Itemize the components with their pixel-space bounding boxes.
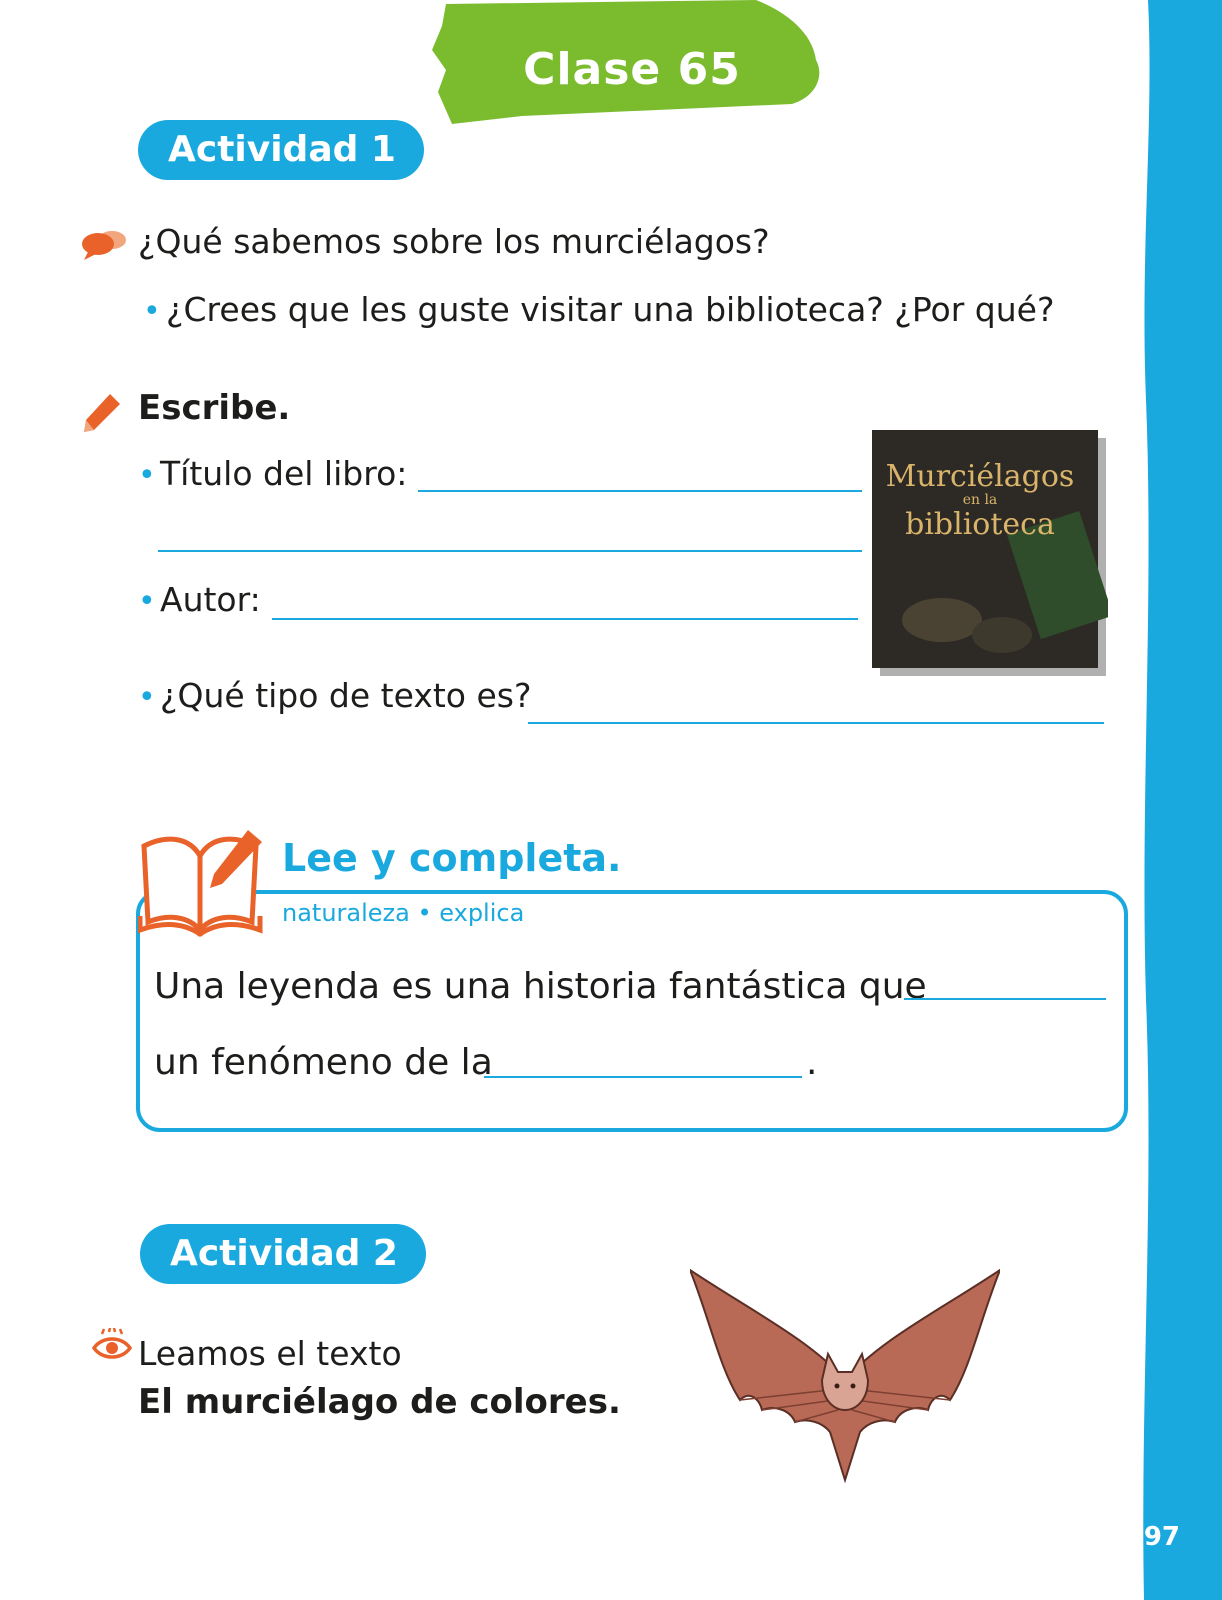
pencil-icon: [80, 392, 122, 434]
speech-bubbles-icon: [80, 228, 130, 262]
page-number: 97: [1143, 1522, 1180, 1552]
activity-1-badge: Actividad 1: [138, 120, 424, 180]
book-cover-line2: en la: [962, 492, 998, 508]
bullet: •: [138, 680, 156, 715]
text-type-line[interactable]: [528, 722, 1104, 724]
sentence-end: .: [806, 1042, 818, 1083]
open-book-pencil-icon: [138, 826, 270, 938]
book-cover-image: [872, 430, 1108, 678]
text-type-label: ¿Qué tipo de texto es?: [160, 676, 532, 715]
book-cover-line1: Murciélagos: [885, 459, 1075, 494]
page-title: Clase 65: [523, 44, 741, 95]
bullet: •: [143, 294, 161, 329]
bat-illustration: [690, 1250, 1000, 1500]
book-cover-line3: biblioteca: [905, 507, 1055, 542]
author-label: Autor:: [160, 580, 261, 619]
write-heading: Escribe.: [138, 388, 291, 428]
eye-icon: [92, 1328, 132, 1364]
activity-2-badge: Actividad 2: [140, 1224, 426, 1284]
word-bank: naturaleza • explica: [282, 899, 525, 927]
book-title-label: Título del libro:: [160, 454, 408, 493]
question-main: ¿Qué sabemos sobre los murciélagos?: [138, 222, 770, 261]
sentence-part-1: Una leyenda es una historia fantástica que: [154, 966, 927, 1007]
activity-2-line1: Leamos el texto: [138, 1334, 402, 1373]
read-complete-heading: Lee y completa.: [282, 836, 622, 880]
sentence-part-2: un fenómeno de la: [154, 1042, 493, 1083]
blank-2[interactable]: [484, 1076, 802, 1078]
bullet: •: [138, 584, 156, 619]
book-title-line-2[interactable]: [158, 550, 862, 552]
book-title-line-1[interactable]: [418, 490, 862, 492]
activity-2-line2: El murciélago de colores.: [138, 1382, 621, 1422]
blank-1[interactable]: [904, 998, 1106, 1000]
author-line[interactable]: [272, 618, 858, 620]
bullet: •: [138, 458, 156, 493]
question-sub: ¿Crees que les guste visitar una biblioteca? ¿Por qué?: [166, 290, 1055, 329]
side-strip: [1140, 0, 1222, 1600]
